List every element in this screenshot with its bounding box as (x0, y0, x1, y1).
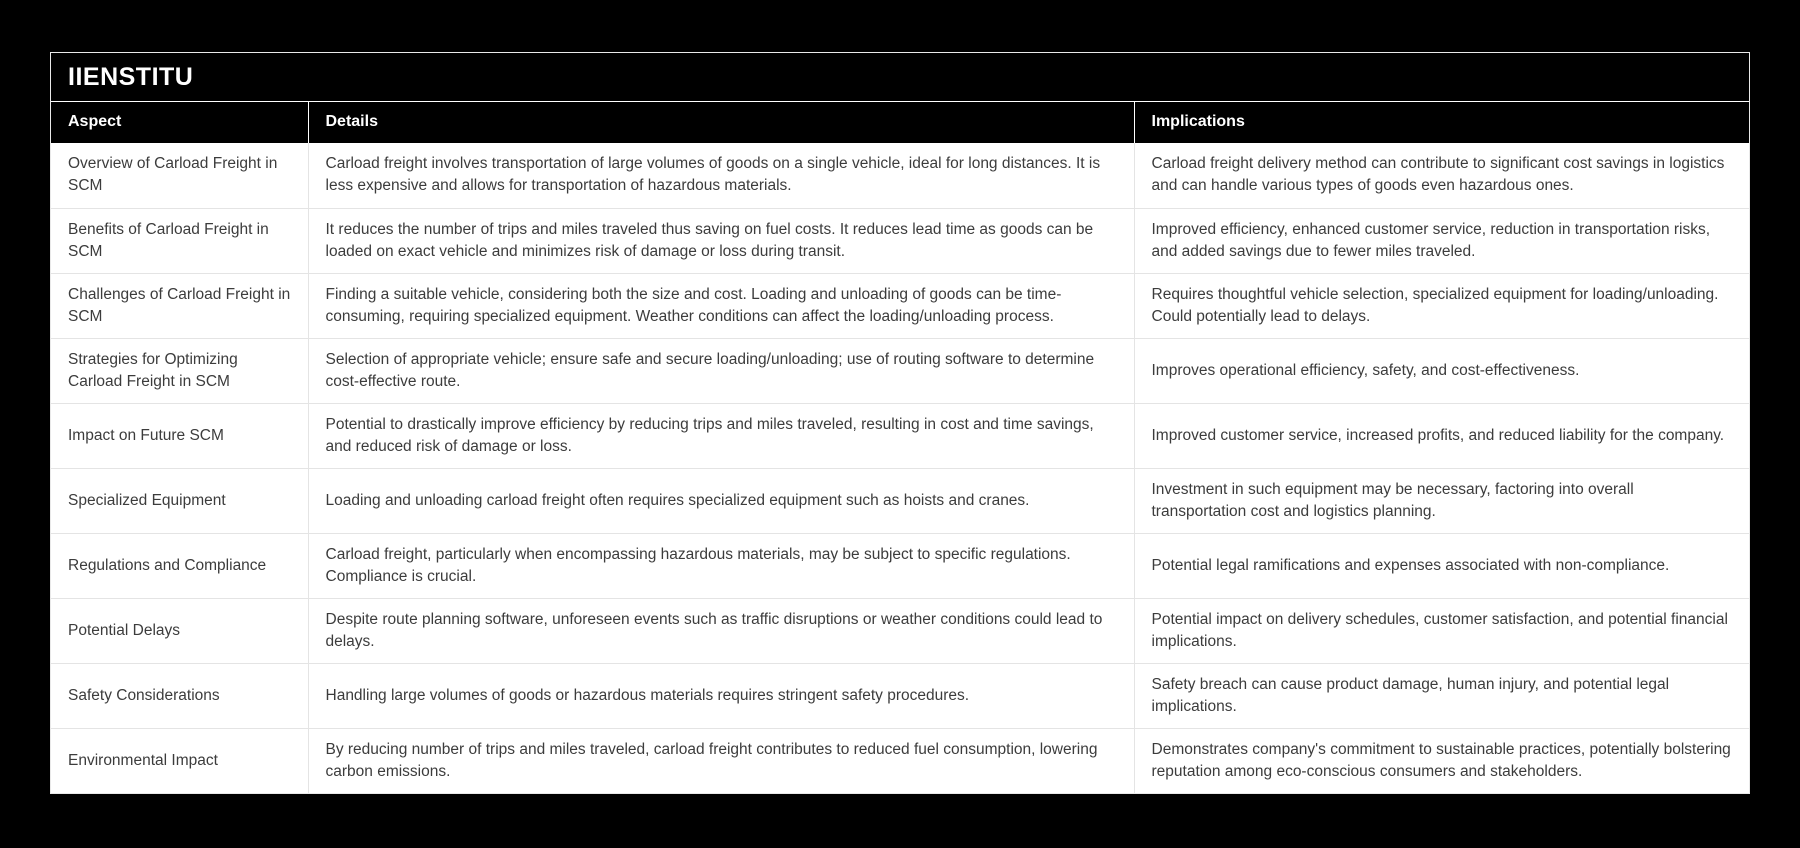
table-row (51, 338, 1749, 403)
cell-aspect: Strategies for Optimizing Carload Freight in SCM (51, 338, 308, 403)
cell-details: Carload freight, particularly when encompassing hazardous materials, may be subject to specific regulations. Compliance is crucial. (308, 533, 1134, 598)
cell-details: Carload freight involves transportation of large volumes of goods on a single vehicle, ideal for long distances. It is less expensive and allows for transportation of hazardous materials. (308, 143, 1134, 208)
cell-implications: Improves operational efficiency, safety, and cost-effectiveness. (1134, 338, 1749, 403)
table-row (51, 468, 1749, 533)
cell-aspect: Specialized Equipment (51, 468, 308, 533)
cell-aspect: Overview of Carload Freight in SCM (51, 143, 308, 208)
cell-implications: Improved customer service, increased profits, and reduced liability for the company. (1134, 403, 1749, 468)
table-row (51, 663, 1749, 728)
cell-aspect: Challenges of Carload Freight in SCM (51, 273, 308, 338)
freight-table (51, 102, 1749, 793)
column-header-implications: Implications (1134, 102, 1749, 143)
cell-details: It reduces the number of trips and miles traveled thus saving on fuel costs. It reduces lead time as goods can be loaded on exact vehicle and minimizes risk of damage or loss during transit. (308, 208, 1134, 273)
cell-details: Finding a suitable vehicle, considering both the size and cost. Loading and unloading of goods can be time-consuming, requiring specialized equipment. Weather conditions can affect the loading/unloading process. (308, 273, 1134, 338)
table-row (51, 208, 1749, 273)
table-row (51, 403, 1749, 468)
cell-aspect: Impact on Future SCM (51, 403, 308, 468)
table-card (50, 52, 1750, 794)
cell-aspect: Regulations and Compliance (51, 533, 308, 598)
column-header-aspect: Aspect (51, 102, 308, 143)
cell-implications: Demonstrates company's commitment to sustainable practices, potentially bolstering reputation among eco-conscious consumers and stakeholders. (1134, 728, 1749, 793)
cell-implications: Potential impact on delivery schedules, customer satisfaction, and potential financial implications. (1134, 598, 1749, 663)
cell-details: Potential to drastically improve efficiency by reducing trips and miles traveled, resulting in cost and time savings, and reduced risk of damage or loss. (308, 403, 1134, 468)
column-header-details: Details (308, 102, 1134, 143)
brand-title-bar (51, 53, 1749, 102)
cell-details: Loading and unloading carload freight often requires specialized equipment such as hoists and cranes. (308, 468, 1134, 533)
cell-implications: Safety breach can cause product damage, human injury, and potential legal implications. (1134, 663, 1749, 728)
table-row (51, 273, 1749, 338)
cell-implications: Investment in such equipment may be necessary, factoring into overall transportation cost and logistics planning. (1134, 468, 1749, 533)
table-header-row (51, 102, 1749, 143)
table-row (51, 598, 1749, 663)
cell-implications: Potential legal ramifications and expenses associated with non-compliance. (1134, 533, 1749, 598)
cell-implications: Requires thoughtful vehicle selection, specialized equipment for loading/unloading. Could potentially lead to delays. (1134, 273, 1749, 338)
cell-details: Despite route planning software, unforeseen events such as traffic disruptions or weather conditions could lead to delays. (308, 598, 1134, 663)
page-title: IIENSTITU (68, 62, 194, 91)
cell-aspect: Environmental Impact (51, 728, 308, 793)
cell-details: By reducing number of trips and miles traveled, carload freight contributes to reduced fuel consumption, lowering carbon emissions. (308, 728, 1134, 793)
cell-aspect: Potential Delays (51, 598, 308, 663)
cell-aspect: Safety Considerations (51, 663, 308, 728)
cell-implications: Carload freight delivery method can contribute to significant cost savings in logistics and can handle various types of goods even hazardous ones. (1134, 143, 1749, 208)
cell-aspect: Benefits of Carload Freight in SCM (51, 208, 308, 273)
cell-details: Handling large volumes of goods or hazardous materials requires stringent safety procedures. (308, 663, 1134, 728)
table-row (51, 143, 1749, 208)
cell-implications: Improved efficiency, enhanced customer service, reduction in transportation risks, and added savings due to fewer miles traveled. (1134, 208, 1749, 273)
cell-details: Selection of appropriate vehicle; ensure safe and secure loading/unloading; use of routing software to determine cost-effective route. (308, 338, 1134, 403)
table-row (51, 533, 1749, 598)
table-row (51, 728, 1749, 793)
